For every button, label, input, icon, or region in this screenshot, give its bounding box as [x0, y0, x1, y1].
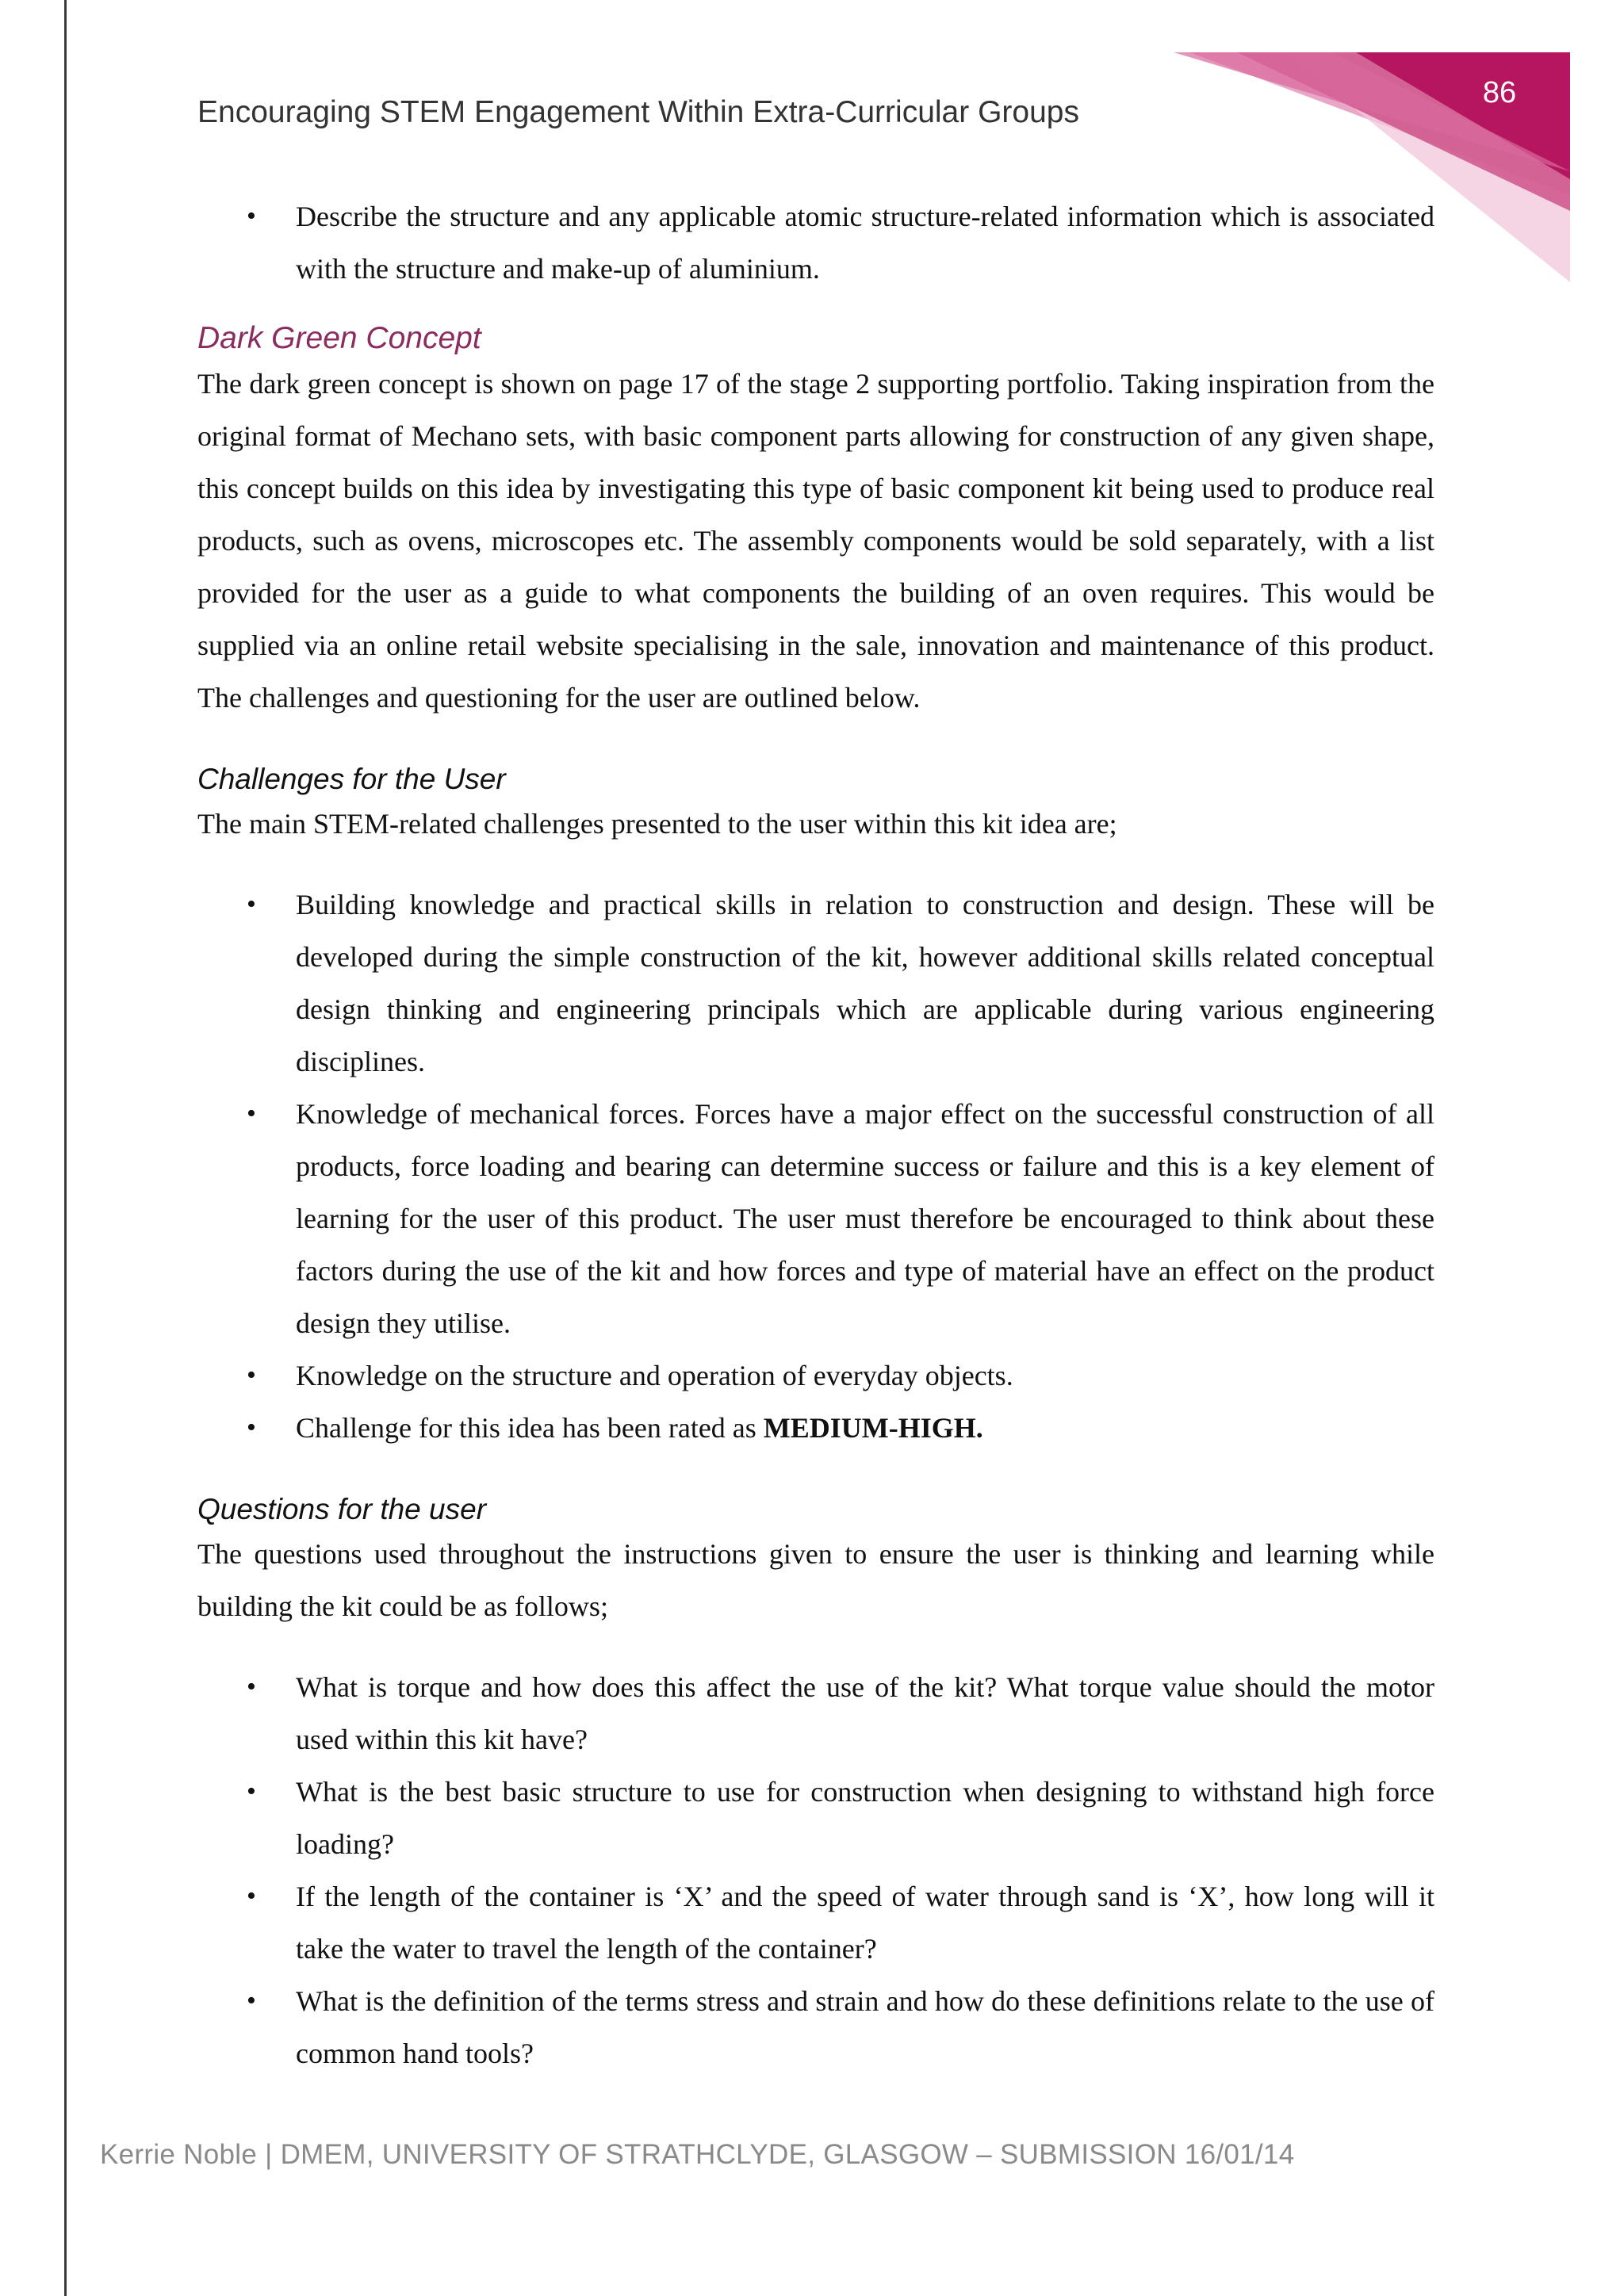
list-item: • What is torque and how does this affect the use of the kit? What torque value should the motor used within this kit have?	[296, 1661, 1434, 1766]
rating-value: MEDIUM-HIGH.	[763, 1412, 983, 1444]
questions-intro: The questions used throughout the instructions given to ensure the user is thinking and learning while building the kit could be as follows;	[197, 1538, 1434, 1622]
section-heading-questions: Questions for the user	[197, 1493, 487, 1525]
challenges-intro: The main STEM-related challenges presented to the user within this kit idea are;	[197, 808, 1117, 840]
list-item: • Describe the structure and any applicable atomic structure-related information which is associated with the structure and make-up of aluminium.	[296, 190, 1434, 295]
page-footer: Kerrie Noble | DMEM, UNIVERSITY OF STRATHCLYDE, GLASGOW – SUBMISSION 16/01/14	[100, 2139, 1295, 2170]
questions-bullet-list	[197, 1661, 1434, 2080]
page-number: 86	[1482, 76, 1517, 109]
dark-green-paragraph: The dark green concept is shown on page 17 of the stage 2 supporting portfolio. Taking inspiration from the original format of Mechano sets, with basic component parts allowing for construction of any given shape, this concept builds on this idea by investigating this type of basic component kit being used to produce real products, such as ovens, microscopes etc. The assembly components would be sold separately, with a list provided for the user as a guide to what components the building of an oven requires. This would be supplied via an online retail website specialising in the sale, innovation and maintenance of this product. The challenges and questioning for the user are outlined below.	[197, 368, 1434, 714]
list-item: • Knowledge on the structure and operation of everyday objects.	[296, 1349, 1434, 1402]
rating-prefix: Challenge for this idea has been rated as	[296, 1412, 764, 1444]
list-item: • What is the best basic structure to use for construction when designing to withstand high force loading?	[296, 1766, 1434, 1870]
list-item: • Knowledge of mechanical forces. Forces have a major effect on the successful construction of all products, force loading and bearing can determine success or failure and this is a key element of learning for the user of this product. The user must therefore be encouraged to think about these factors during the use of the kit and how forces and type of material have an effect on the product design they utilise.	[296, 1088, 1434, 1349]
intro-bullet-list	[197, 190, 1434, 295]
list-item: • If the length of the container is ‘X’ and the speed of water through sand is ‘X’, how long will it take the water to travel the length of the container?	[296, 1870, 1434, 1975]
page-content	[197, 190, 1434, 2080]
list-item-rating	[296, 1402, 1434, 1454]
challenges-bullet-list	[197, 878, 1434, 1454]
left-margin-rule	[64, 0, 67, 2296]
running-header: Encouraging STEM Engagement Within Extra-Curricular Groups	[197, 95, 1079, 129]
section-heading-challenges: Challenges for the User	[197, 763, 506, 795]
list-item: • What is the definition of the terms stress and strain and how do these definitions relate to the use of common hand tools?	[296, 1975, 1434, 2080]
section-heading-dark-green: Dark Green Concept	[197, 321, 481, 355]
list-item: • Building knowledge and practical skills in relation to construction and design. These will be developed during the simple construction of the kit, however additional skills related conceptual design thinking and engineering principals which are applicable during various engineering disciplines.	[296, 878, 1434, 1088]
